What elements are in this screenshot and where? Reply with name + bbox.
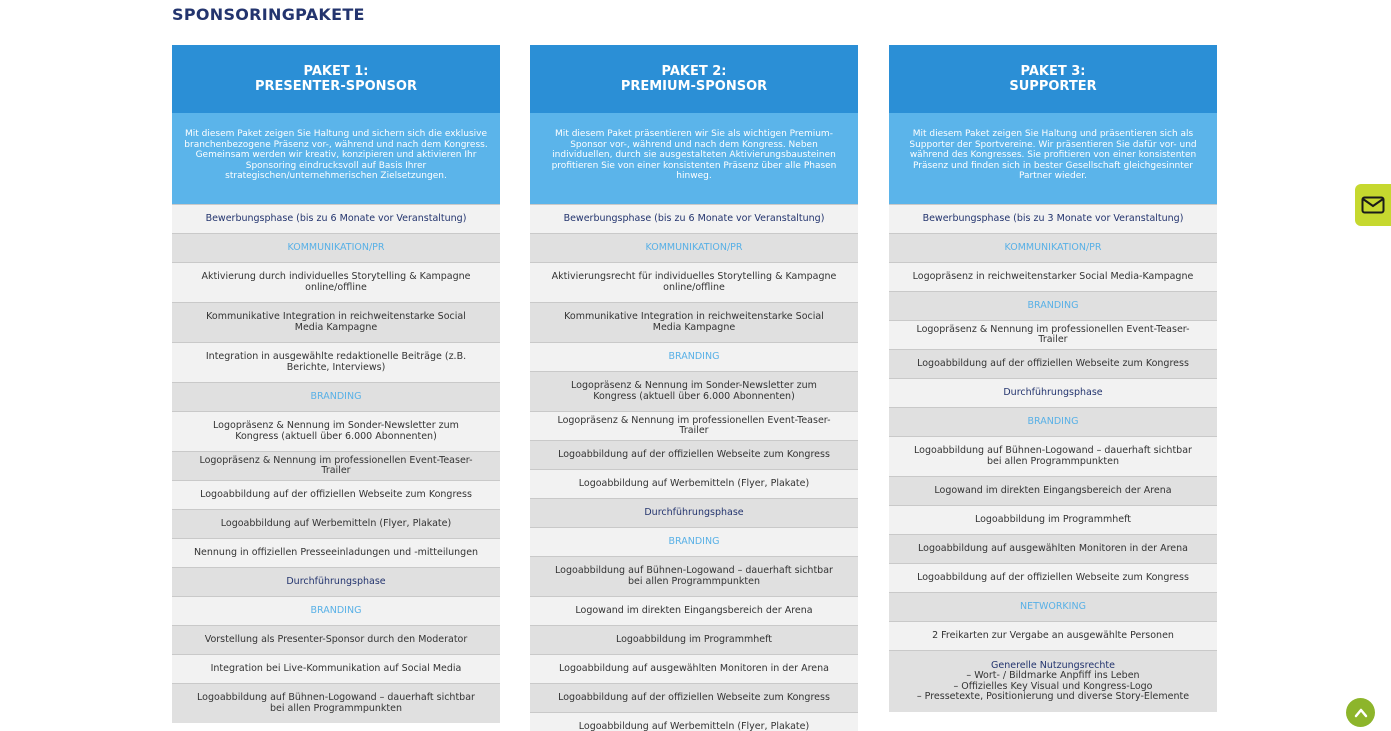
phase-heading-row: Durchführungsphase [889, 378, 1217, 407]
feature-row: Logoabbildung auf der offiziellen Webseite zum Kongress [530, 683, 858, 712]
category-heading-row: BRANDING [530, 527, 858, 556]
package-number: PAKET 3: [1020, 64, 1086, 79]
package-header [530, 45, 858, 113]
feature-row: Logoabbildung auf Bühnen-Logowand – dauerhaft sichtbar bei allen Programmpunkten [889, 436, 1217, 476]
chevron-up-icon [1353, 705, 1369, 721]
feature-row: Logoabbildung im Programmheft [889, 505, 1217, 534]
category-heading-row: KOMMUNIKATION/PR [172, 233, 500, 262]
usage-rights-row [889, 650, 1217, 712]
category-heading-row: KOMMUNIKATION/PR [530, 233, 858, 262]
feature-row: Integration bei Live-Kommunikation auf Social Media [172, 654, 500, 683]
package-description: Mit diesem Paket zeigen Sie Haltung und sichern sich die exklusive branchenbezogene Präsenz vor-, während und nach dem Kongress. Gemeinsam werden wir kreativ, konzipieren und aktivieren Ihr Sponsoring eindrucksvoll auf Basis Ihrer strategischen/unternehmerischen Zielsetzungen. [172, 113, 500, 204]
category-heading-row: BRANDING [530, 342, 858, 371]
usage-rights-title: Generelle Nutzungsrechte [991, 659, 1115, 671]
feature-row: Logopräsenz & Nennung im Sonder-Newsletter zum Kongress (aktuell über 6.000 Abonnenten) [172, 411, 500, 451]
phase-heading-row: Durchführungsphase [530, 498, 858, 527]
phase-heading-row: Bewerbungsphase (bis zu 3 Monate vor Veranstaltung) [889, 204, 1217, 233]
feature-row: Logopräsenz & Nennung im professionellen Event-Teaser-Trailer [530, 411, 858, 440]
feature-row: Logoabbildung auf der offiziellen Webseite zum Kongress [172, 480, 500, 509]
package-feature-list [530, 204, 858, 731]
back-to-top-button[interactable] [1346, 698, 1375, 727]
feature-row: Logoabbildung auf Werbemitteln (Flyer, Plakate) [530, 469, 858, 498]
feature-row: Logoabbildung auf der offiziellen Webseite zum Kongress [889, 349, 1217, 378]
feature-row: Logoabbildung im Programmheft [530, 625, 858, 654]
feature-row: Logoabbildung auf der offiziellen Webseite zum Kongress [889, 563, 1217, 592]
feature-row: Logoabbildung auf Bühnen-Logowand – dauerhaft sichtbar bei allen Programmpunkten [530, 556, 858, 596]
feature-row: Kommunikative Integration in reichweitenstarke Social Media Kampagne [172, 302, 500, 342]
feature-row: Logopräsenz & Nennung im professionellen Event-Teaser-Trailer [172, 451, 500, 480]
category-heading-row: BRANDING [172, 382, 500, 411]
feature-row: Logowand im direkten Eingangsbereich der Arena [530, 596, 858, 625]
category-heading-row: BRANDING [889, 407, 1217, 436]
feature-row: Kommunikative Integration in reichweitenstarke Social Media Kampagne [530, 302, 858, 342]
package-header [172, 45, 500, 113]
package-header [889, 45, 1217, 113]
feature-row: Logoabbildung auf Werbemitteln (Flyer, Plakate) [530, 712, 858, 731]
feature-row: Logoabbildung auf Bühnen-Logowand – dauerhaft sichtbar bei allen Programmpunkten [172, 683, 500, 723]
phase-heading-row: Bewerbungsphase (bis zu 6 Monate vor Veranstaltung) [172, 204, 500, 233]
usage-rights-line: – Wort- / Bildmarke Anpfiff ins Leben [966, 670, 1140, 681]
feature-row: Logopräsenz in reichweitenstarker Social Media-Kampagne [889, 262, 1217, 291]
package-name: PRESENTER-SPONSOR [255, 79, 417, 94]
package-number: PAKET 2: [661, 64, 727, 79]
feature-row: Logowand im direkten Eingangsbereich der Arena [889, 476, 1217, 505]
category-heading-row: BRANDING [172, 596, 500, 625]
feature-row: Integration in ausgewählte redaktionelle Beiträge (z.B. Berichte, Interviews) [172, 342, 500, 382]
package-column-1 [172, 45, 500, 731]
feature-row: Vorstellung als Presenter-Sponsor durch den Moderator [172, 625, 500, 654]
package-feature-list [172, 204, 500, 723]
package-name: SUPPORTER [1009, 79, 1097, 94]
package-name: PREMIUM-SPONSOR [620, 79, 768, 94]
usage-rights-line: – Pressetexte, Positionierung und diverse Story-Elemente [916, 691, 1190, 702]
feature-row: Logopräsenz & Nennung im professionellen Event-Teaser-Trailer [889, 320, 1217, 349]
feature-row: Logopräsenz & Nennung im Sonder-Newsletter zum Kongress (aktuell über 6.000 Abonnenten) [530, 371, 858, 411]
feature-row: Logoabbildung auf Werbemitteln (Flyer, Plakate) [172, 509, 500, 538]
feature-row: Logoabbildung auf ausgewählten Monitoren in der Arena [889, 534, 1217, 563]
phase-heading-row: Durchführungsphase [172, 567, 500, 596]
package-number: PAKET 1: [303, 64, 369, 79]
package-column-3 [889, 45, 1217, 731]
package-description: Mit diesem Paket präsentieren wir Sie als wichtigen Premium-Sponsor vor-, während und nach dem Kongress. Neben individuellen, durch sie ausgestalteten Aktivierungsbausteinen profitieren Sie von einer konsistenten Präsenz über alle Phasen hinweg. [530, 113, 858, 204]
feature-row: Nennung in offiziellen Presseeinladungen und -mitteilungen [172, 538, 500, 567]
package-description: Mit diesem Paket zeigen Sie Haltung und präsentieren sich als Supporter der Sportvereine. Wir präsentieren Sie dafür vor- und während des Kongresses. Sie profitieren von einer konsistenten Präsenz und finden sich in bester Gesellschaft gleichgesinnter Partner wieder. [889, 113, 1217, 204]
package-column-2 [530, 45, 858, 731]
feature-row: 2 Freikarten zur Vergabe an ausgewählte Personen [889, 621, 1217, 650]
contact-tab[interactable] [1355, 184, 1391, 226]
feature-row: Logoabbildung auf der offiziellen Webseite zum Kongress [530, 440, 858, 469]
usage-rights-line: – Offizielles Key Visual und Kongress-Logo [953, 680, 1153, 692]
package-feature-list [889, 204, 1217, 712]
mail-icon [1361, 196, 1385, 214]
feature-row: Aktivierung durch individuelles Storytelling & Kampagne online/offline [172, 262, 500, 302]
category-heading-row: KOMMUNIKATION/PR [889, 233, 1217, 262]
category-heading-row: NETWORKING [889, 592, 1217, 621]
feature-row: Logoabbildung auf ausgewählten Monitoren in der Arena [530, 654, 858, 683]
feature-row: Aktivierungsrecht für individuelles Storytelling & Kampagne online/offline [530, 262, 858, 302]
page-title: SPONSORINGPAKETE [172, 5, 365, 24]
phase-heading-row: Bewerbungsphase (bis zu 6 Monate vor Veranstaltung) [530, 204, 858, 233]
category-heading-row: BRANDING [889, 291, 1217, 320]
